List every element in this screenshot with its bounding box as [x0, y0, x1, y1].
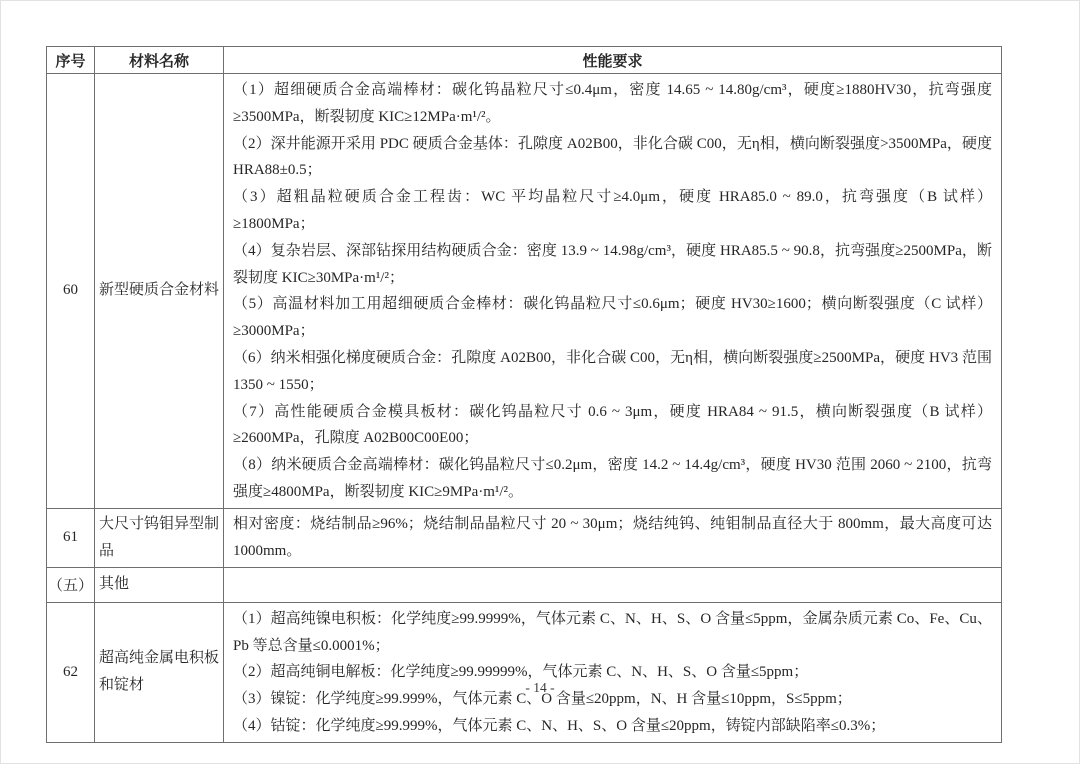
- serial-cell: 62: [47, 602, 95, 742]
- header-cell-serial-number: 序号: [47, 47, 95, 74]
- table-header-row: [47, 47, 1002, 74]
- requirement-item: （2）超高纯铜电解板：化学纯度≥99.99999%，气体元素 C、N、H、S、O 含量≤5ppm；: [233, 664, 809, 681]
- requirement-item: （3）镍锭：化学纯度≥99.999%，气体元素 C、O 含量≤20ppm，N、H 含量≤10ppm，S≤5ppm；: [233, 691, 852, 708]
- requirement-item: （2）深井能源开采用 PDC 硬质合金基体：孔隙度 A02B00，非化合碳 C00，无η相，横向断裂强度>3500MPa，硬度 HRA88±0.5；: [233, 135, 992, 179]
- requirement-item: （8）纳米硬质合金高端棒材：碳化钨晶粒尺寸≤0.2μm，密度 14.2 ~ 14.4g/cm³，硬度 HV30 范围 2060 ~ 2100，抗弯强度≥4800MPa，断裂韧度 KIC≥9MPa·m¹/²。: [233, 457, 992, 500]
- requirement-item: （4）钴锭：化学纯度≥99.999%，气体元素 C、N、H、S、O 含量≤20ppm，铸锭内部缺陷率≤0.3%；: [233, 717, 886, 734]
- serial-cell: （五）: [47, 567, 95, 602]
- requirement-item: （3）超粗晶粒硬质合金工程齿：WC 平均晶粒尺寸≥4.0μm，硬度 HRA85.0 ~ 89.0，抗弯强度（B 试样）≥1800MPa；: [233, 189, 992, 232]
- header-cell-performance-requirements: 性能要求: [224, 47, 1002, 74]
- requirements-cell: [224, 567, 1002, 602]
- material-name-cell: 大尺寸钨钼异型制品: [95, 508, 224, 567]
- material-name-cell: 超高纯金属电积板和锭材: [95, 602, 224, 742]
- requirement-item: （4）复杂岩层、深部钻探用结构硬质合金：密度 13.9 ~ 14.98g/cm³，硬度 HRA85.5 ~ 90.8，抗弯强度≥2500MPa，断裂韧度 KIC≥30MPa·m¹/²；: [233, 242, 992, 286]
- table-row: [47, 508, 1002, 567]
- requirement-item: （1）超细硬质合金高端棒材：碳化钨晶粒尺寸≤0.4μm，密度 14.65 ~ 14.80g/cm³，硬度≥1880HV30，抗弯强度≥3500MPa，断裂韧度 KIC≥12MPa·m¹/²。: [233, 82, 992, 125]
- requirement-item: （7）高性能硬质合金模具板材：碳化钨晶粒尺寸 0.6 ~ 3μm，硬度 HRA84 ~ 91.5，横向断裂强度（B 试样）≥2600MPa，孔隙度 A02B00C00E00；: [233, 403, 992, 447]
- table-row: [47, 567, 1002, 602]
- page-number: - 14 -: [525, 680, 555, 695]
- requirement-item: 相对密度：烧结制品≥96%；烧结制品晶粒尺寸 20 ~ 30μm；烧结纯钨、纯钼制品直径大于 800mm，最大高度可达 1000mm。: [233, 515, 992, 559]
- header-cell-material-name: 材料名称: [95, 47, 224, 74]
- requirements-cell: [224, 508, 1002, 567]
- table-row: [47, 602, 1002, 742]
- requirement-item: （5）高温材料加工用超细硬质合金棒材：碳化钨晶粒尺寸≤0.6μm；硬度 HV30≥1600；横向断裂强度（C 试样）≥3000MPa；: [233, 296, 992, 340]
- requirement-item: （1）超高纯镍电积板：化学纯度≥99.9999%，气体元素 C、N、H、S、O 含量≤5ppm，金属杂质元素 Co、Fe、Cu、Pb 等总含量≤0.0001%；: [233, 610, 992, 654]
- table-row: [47, 74, 1002, 509]
- material-name-cell: 新型硬质合金材料: [95, 74, 224, 509]
- requirements-cell: [224, 74, 1002, 509]
- material-name-cell: 其他: [95, 567, 224, 602]
- requirement-item: （6）纳米相强化梯度硬质合金：孔隙度 A02B00，非化合碳 C00，无η相，横向断裂强度≥2500MPa，硬度 HV3 范围 1350 ~ 1550；: [233, 349, 992, 393]
- requirements-cell: [224, 602, 1002, 742]
- materials-spec-table: [46, 46, 1002, 743]
- serial-cell: 61: [47, 508, 95, 567]
- serial-cell: 60: [47, 74, 95, 509]
